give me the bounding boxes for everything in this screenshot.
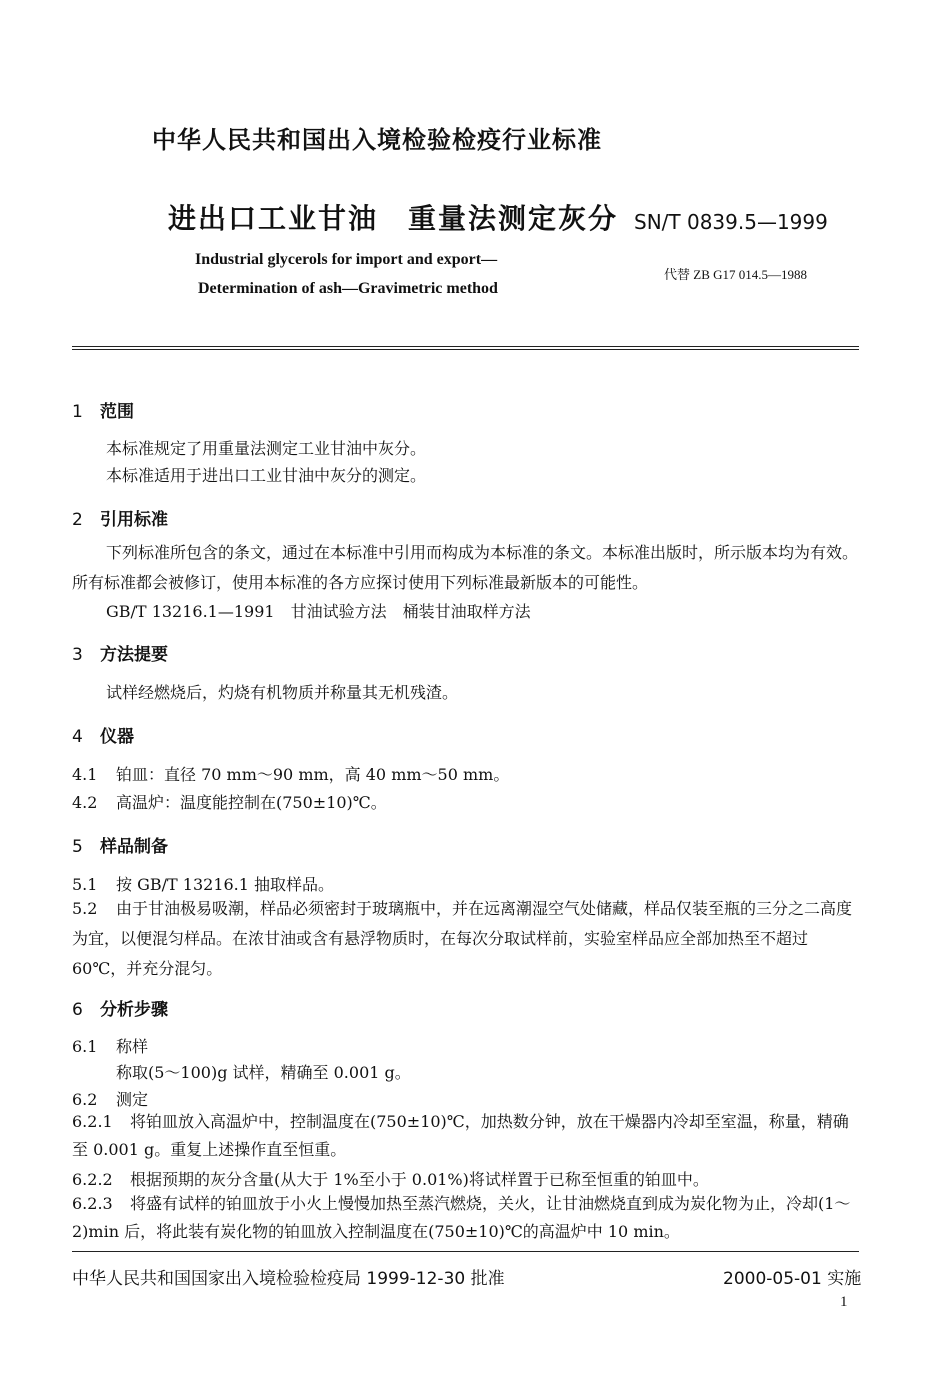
- clause-text: 将盛有试样的铂皿放于小火上慢慢加热至蒸汽燃烧，关火，让甘油燃烧直到成为炭化物为止，冷却(1～2)min 后，将此装有炭化物的铂皿放入控制温度在(750±10)℃的高温炉中 10 min。: [72, 1194, 851, 1241]
- clause-text: 高温炉：温度能控制在(750±10)℃。: [116, 793, 387, 812]
- clause-title: 称样: [116, 1037, 149, 1056]
- clause-number: 6.2.1: [72, 1112, 113, 1131]
- clause-6-1-text: 称取(5～100)g 试样，精确至 0.001 g。: [116, 1063, 411, 1082]
- section-number: 1: [72, 402, 83, 422]
- section-2-heading: [72, 505, 168, 530]
- standard-number: SN/T 0839.5—1999: [634, 210, 828, 234]
- header-divider-bottom: [72, 349, 859, 350]
- clause-4-2: [72, 790, 387, 813]
- section-number: 6: [72, 1000, 83, 1020]
- replaces-standard: 代替 ZB G17 014.5—1988: [664, 267, 808, 282]
- clause-5-1: [72, 872, 334, 895]
- section-number: 2: [72, 510, 83, 530]
- clause-number: 5.1: [72, 875, 98, 894]
- clause-number: 6.2.3: [72, 1194, 113, 1213]
- section-title: 范围: [100, 402, 134, 422]
- section-4-heading: [72, 722, 134, 747]
- section-title: 分析步骤: [100, 1000, 168, 1020]
- section-3-heading: [72, 640, 168, 665]
- clause-text: 根据预期的灰分含量(从大于 1%至小于 0.01%)将试样置于已称至恒重的铂皿中。: [130, 1170, 709, 1189]
- effective-date: 2000-05-01 实施: [723, 1269, 862, 1289]
- clause-title: 测定: [116, 1090, 149, 1109]
- section-number: 4: [72, 727, 83, 747]
- approval-statement: 中华人民共和国国家出入境检验检疫局 1999-12-30 批准: [72, 1269, 505, 1289]
- document-title-en-line2: Determination of ash—Gravimetric method: [198, 280, 498, 297]
- clause-text: 按 GB/T 13216.1 抽取样品。: [116, 875, 335, 894]
- section-1-heading: [72, 397, 134, 422]
- document-title-cn: 进出口工业甘油 重量法测定灰分: [168, 202, 619, 235]
- section-3-paragraph: 试样经燃烧后，灼烧有机物质并称量其无机残渣。: [106, 683, 459, 702]
- document-title-en-line1: Industrial glycerols for import and export—: [195, 251, 498, 268]
- clause-text: 将铂皿放入高温炉中，控制温度在(750±10)℃，加热数分钟，放在干燥器内冷却至室温，称量，精确至 0.001 g。重复上述操作直至恒重。: [72, 1112, 849, 1159]
- section-5-heading: [72, 832, 168, 857]
- section-title: 仪器: [100, 727, 134, 747]
- section-number: 3: [72, 645, 83, 665]
- clause-number: 6.2: [72, 1090, 98, 1109]
- clause-text: 由于甘油极易吸潮，样品必须密封于玻璃瓶中，并在远离潮湿空气处储藏，样品仅装至瓶的三分之二高度为宜，以便混匀样品。在浓甘油或含有悬浮物质时，在每次分取试样前，实验室样品应全部加热至不超过 60℃，并充分混匀。: [72, 899, 853, 978]
- section-title: 方法提要: [100, 645, 168, 665]
- clause-number: 6.2.2: [72, 1170, 113, 1189]
- clause-6-1: [72, 1034, 148, 1057]
- header-divider-top: [72, 346, 859, 347]
- section-title: 样品制备: [100, 837, 168, 857]
- clause-number: 6.1: [72, 1037, 98, 1056]
- footer-divider: [72, 1251, 859, 1252]
- clause-6-2-1: [72, 1108, 860, 1164]
- clause-5-2: [72, 894, 860, 984]
- clause-number: 4.2: [72, 793, 98, 812]
- clause-6-2-2: [72, 1167, 709, 1190]
- section-title: 引用标准: [100, 510, 168, 530]
- clause-number: 5.2: [72, 899, 98, 918]
- normative-reference: GB/T 13216.1—1991 甘油试验方法 桶装甘油取样方法: [106, 602, 531, 621]
- clause-text: 铂皿：直径 70 mm～90 mm，高 40 mm～50 mm。: [116, 765, 510, 784]
- page-number: 1: [840, 1294, 848, 1310]
- clause-6-2: [72, 1087, 148, 1110]
- clause-4-1: [72, 762, 509, 785]
- section-1-paragraph-1: 本标准规定了用重量法测定工业甘油中灰分。: [106, 439, 427, 458]
- issuing-authority-header: 中华人民共和国出入境检验检疫行业标准: [152, 126, 602, 154]
- clause-6-2-3: [72, 1190, 860, 1246]
- section-number: 5: [72, 837, 83, 857]
- section-1-paragraph-2: 本标准适用于进出口工业甘油中灰分的测定。: [106, 466, 427, 485]
- section-6-heading: [72, 995, 168, 1020]
- clause-number: 4.1: [72, 765, 98, 784]
- section-2-paragraph: 下列标准所包含的条文，通过在本标准中引用而构成为本标准的条文。本标准出版时，所示版本均为有效。所有标准都会被修订，使用本标准的各方应探讨使用下列标准最新版本的可能性。: [72, 543, 859, 592]
